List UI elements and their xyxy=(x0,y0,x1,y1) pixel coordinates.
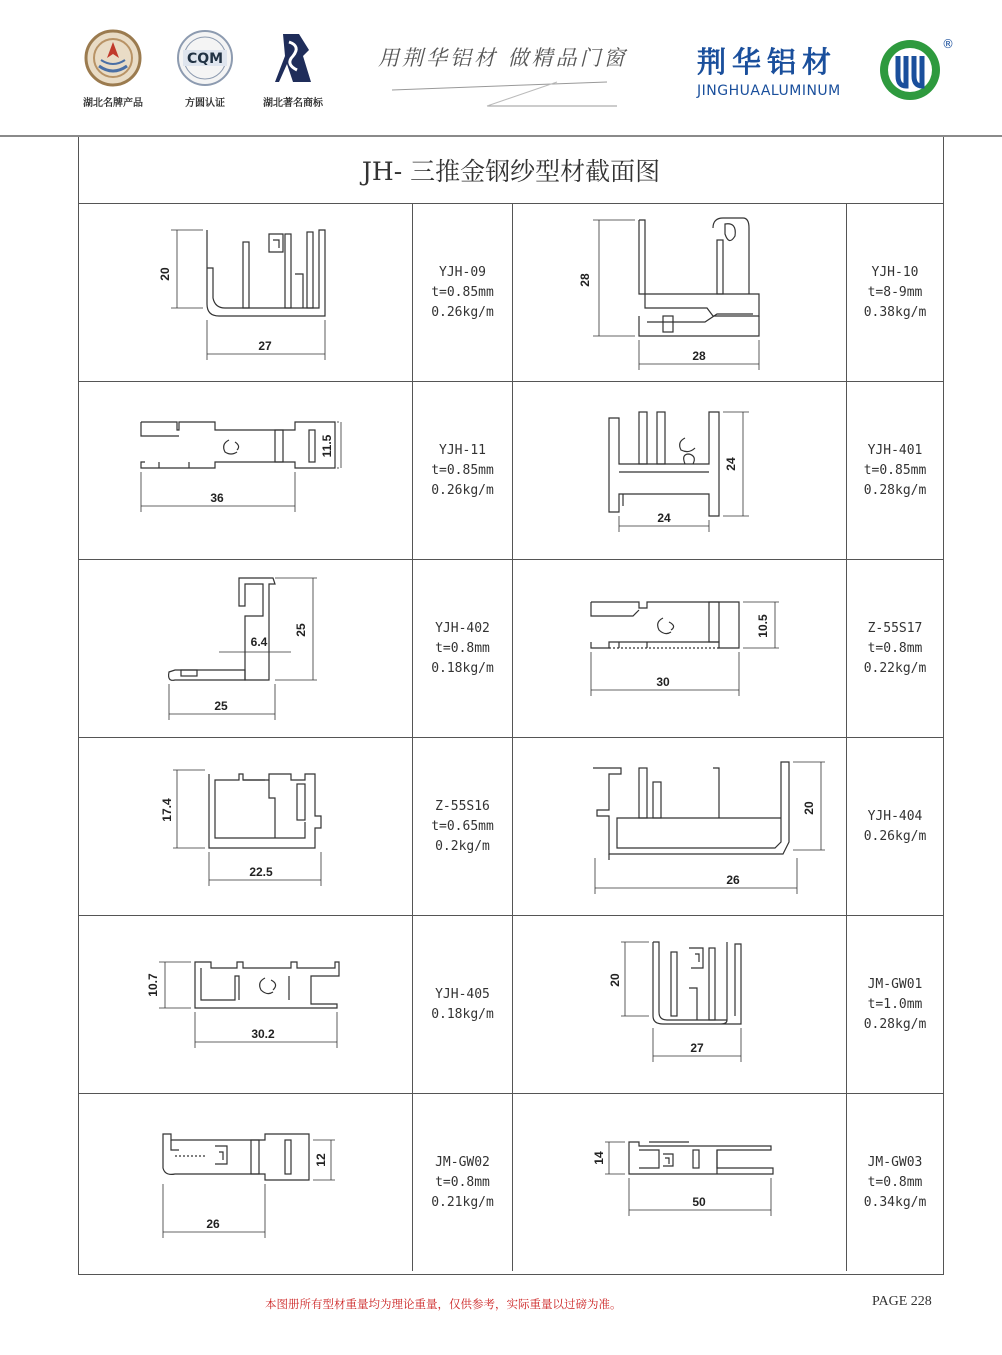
yjh-09-section-icon xyxy=(79,204,413,382)
profile-weight: 0.26kg/m xyxy=(863,828,927,844)
profile-weight: 0.21kg/m xyxy=(431,1194,494,1210)
slogan-swoosh-icon xyxy=(392,78,622,108)
dim-height: 25 xyxy=(294,623,308,637)
profile-thickness: t=0.8mm xyxy=(867,640,923,656)
profile-grid xyxy=(79,204,943,1271)
table-row xyxy=(79,1094,943,1271)
profile-thickness: t=0.85mm xyxy=(863,462,927,478)
profile-spec-jm-gw03 xyxy=(847,1094,943,1271)
yjh-401-section-icon xyxy=(513,382,847,560)
badge-label: 湖北著名商标 xyxy=(263,98,323,109)
dim-width: 25 xyxy=(214,699,228,713)
profile-code: YJH-09 xyxy=(439,264,486,280)
profile-drawing-jm-gw01 xyxy=(513,916,847,1093)
table-row xyxy=(79,382,943,560)
slogan: 用荆华铝材 做精品门窗 xyxy=(378,46,628,70)
profile-code: YJH-404 xyxy=(867,808,923,824)
profile-weight: 0.34kg/m xyxy=(863,1194,927,1210)
profile-code: YJH-11 xyxy=(439,442,486,458)
table-row xyxy=(79,916,943,1094)
dim-height: 10.7 xyxy=(146,973,160,997)
profile-spec-yjh-401 xyxy=(847,382,943,559)
dim-width: 50 xyxy=(692,1195,706,1209)
profile-code: YJH-401 xyxy=(867,442,923,458)
badge-hubei-brand xyxy=(68,28,158,109)
yjh-402-section-icon xyxy=(79,560,413,738)
dim-height: 20 xyxy=(158,267,172,281)
profile-thickness: t=0.85mm xyxy=(431,284,494,300)
profile-thickness: t=0.8mm xyxy=(867,1174,923,1190)
dim-height: 11.5 xyxy=(320,434,334,458)
trademark-logo-icon xyxy=(263,28,323,88)
registered-mark: ® xyxy=(942,37,954,51)
profile-code: YJH-405 xyxy=(435,986,490,1002)
dim-width: 30.2 xyxy=(251,1027,275,1041)
profile-spec-yjh-404 xyxy=(847,738,943,915)
dim-width: 28 xyxy=(692,349,706,363)
profile-drawing-yjh-10 xyxy=(513,204,847,381)
footer-disclaimer: 本图册所有型材重量均为理论重量，仅供参考，实际重量以过磅为准。 xyxy=(265,1297,622,1311)
profile-weight: 0.26kg/m xyxy=(431,482,494,498)
jm-gw02-section-icon xyxy=(79,1094,413,1272)
dim-height: 17.4 xyxy=(160,798,174,822)
cqm-certification-icon xyxy=(175,28,235,88)
profile-drawing-yjh-402 xyxy=(79,560,413,737)
table-row xyxy=(79,738,943,916)
dim-extra: 6.4 xyxy=(250,635,268,649)
dim-height: 20 xyxy=(802,801,816,815)
dim-height: 24 xyxy=(724,457,738,471)
profile-thickness: t=0.8mm xyxy=(435,640,490,656)
profile-spec-yjh-402 xyxy=(413,560,513,737)
profile-drawing-yjh-09 xyxy=(79,204,413,381)
yjh-404-section-icon xyxy=(513,738,847,916)
profile-spec-yjh-405 xyxy=(413,916,513,1093)
profile-weight: 0.38kg/m xyxy=(863,304,927,320)
dim-width: 22.5 xyxy=(249,865,273,879)
profile-weight: 0.22kg/m xyxy=(863,660,927,676)
profile-code: JM-GW02 xyxy=(435,1154,490,1170)
brand-name-en: JINGHUAALUMINUM xyxy=(697,83,841,99)
table-row xyxy=(79,560,943,738)
profile-drawing-yjh-405 xyxy=(79,916,413,1093)
dim-height: 12 xyxy=(314,1153,328,1167)
profile-code: JM-GW03 xyxy=(867,1154,923,1170)
badge-trademark xyxy=(248,28,338,109)
dim-width: 27 xyxy=(258,339,272,353)
profile-drawing-z-55s16 xyxy=(79,738,413,915)
profile-weight: 0.18kg/m xyxy=(431,1006,494,1022)
profile-code: Z-55S16 xyxy=(435,798,490,814)
profile-code: YJH-402 xyxy=(435,620,490,636)
dim-width: 26 xyxy=(726,873,740,887)
profile-code: Z-55S17 xyxy=(867,620,923,636)
profile-code: YJH-10 xyxy=(871,264,919,280)
profile-drawing-yjh-11 xyxy=(79,382,413,559)
profile-spec-jm-gw02 xyxy=(413,1094,513,1271)
profile-thickness: t=0.85mm xyxy=(431,462,494,478)
profile-thickness: t=0.65mm xyxy=(431,818,494,834)
dim-height: 28 xyxy=(578,273,592,287)
profile-weight: 0.2kg/m xyxy=(435,838,490,854)
profile-code: JM-GW01 xyxy=(867,976,923,992)
badge-label: 湖北名牌产品 xyxy=(83,98,143,109)
profile-spec-yjh-09 xyxy=(413,204,513,381)
profile-sheet xyxy=(78,137,944,1275)
profile-spec-z-55s16 xyxy=(413,738,513,915)
brand-name xyxy=(697,40,841,99)
brand-logo-icon xyxy=(876,36,956,106)
dim-width: 26 xyxy=(206,1217,220,1231)
dim-width: 36 xyxy=(210,491,224,505)
page-header xyxy=(0,0,1002,135)
dim-width: 27 xyxy=(690,1041,704,1055)
dim-height: 10.5 xyxy=(756,614,770,638)
profile-thickness: t=8-9mm xyxy=(867,284,923,300)
profile-weight: 0.28kg/m xyxy=(863,1016,927,1032)
badge-cqm xyxy=(160,28,250,109)
profile-weight: 0.28kg/m xyxy=(863,482,927,498)
profile-thickness: t=1.0mm xyxy=(867,996,923,1012)
badge-label: 方圆认证 xyxy=(185,98,225,109)
table-row xyxy=(79,204,943,382)
page-title: JH- 三推金钢纱型材截面图 xyxy=(79,137,943,204)
profile-weight: 0.18kg/m xyxy=(431,660,494,676)
profile-thickness: t=0.8mm xyxy=(435,1174,490,1190)
profile-spec-yjh-10 xyxy=(847,204,943,381)
cqm-mark-text: CQM xyxy=(186,51,224,67)
page-number: PAGE 228 xyxy=(872,1294,932,1309)
z-55s17-section-icon xyxy=(513,560,847,738)
yjh-11-section-icon xyxy=(79,382,413,560)
profile-spec-jm-gw01 xyxy=(847,916,943,1093)
profile-spec-yjh-11 xyxy=(413,382,513,559)
profile-spec-z-55s17 xyxy=(847,560,943,737)
yjh-10-section-icon xyxy=(513,204,847,382)
dim-height: 20 xyxy=(608,973,622,987)
jm-gw01-section-icon xyxy=(513,916,847,1094)
profile-drawing-yjh-404 xyxy=(513,738,847,915)
profile-drawing-z-55s17 xyxy=(513,560,847,737)
profile-weight: 0.26kg/m xyxy=(431,304,494,320)
jm-gw03-section-icon xyxy=(513,1094,847,1272)
z-55s16-section-icon xyxy=(79,738,413,916)
dim-height: 14 xyxy=(592,1151,606,1165)
dim-width: 30 xyxy=(656,675,670,689)
dim-width: 24 xyxy=(657,511,671,525)
profile-drawing-yjh-401 xyxy=(513,382,847,559)
profile-drawing-jm-gw02 xyxy=(79,1094,413,1271)
profile-drawing-jm-gw03 xyxy=(513,1094,847,1271)
yjh-405-section-icon xyxy=(79,916,413,1094)
brand-name-cn: 荆华铝材 xyxy=(697,45,838,79)
hubei-brand-seal-icon xyxy=(83,28,143,88)
